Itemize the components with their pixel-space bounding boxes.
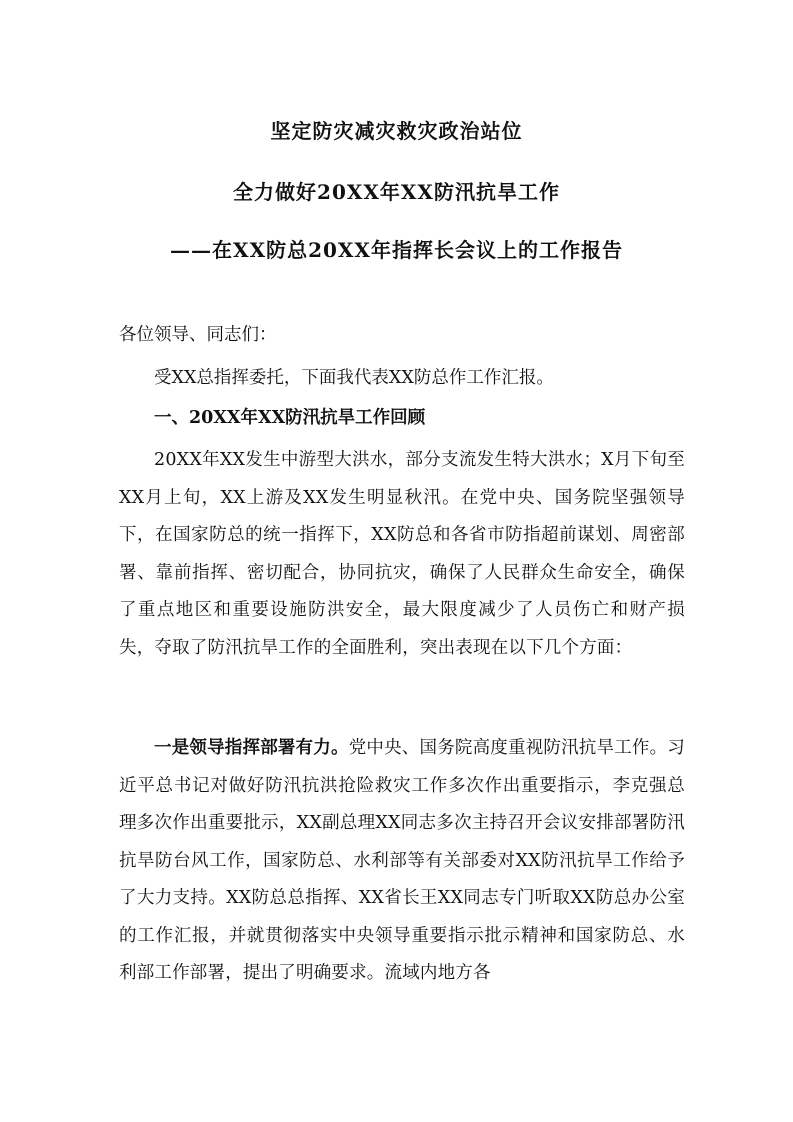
intro-paragraph: 受XX总指挥委托，下面我代表XX防总作工作汇报。: [154, 368, 554, 388]
section-heading-1: 一、20XX年XX防汛抗旱工作回顾: [154, 408, 426, 428]
salutation: 各位领导、同志们：: [119, 325, 277, 345]
paragraph-2: [119, 730, 685, 993]
title-line-1: 坚定防灾减灾救灾政治站位: [270, 119, 523, 143]
paragraph-2-lead: 一是领导指挥部署有力。: [154, 738, 349, 758]
title-line-3-subtitle: ——在XX防总20XX年指挥长会议上的工作报告: [170, 238, 623, 262]
paragraph-1: 20XX年XX发生中游型大洪水，部分支流发生特大洪水；X月下旬至XX月上旬，XX上游及XX发生明显秋汛。在党中央、国务院坚强领导下，在国家防总的统一指挥下，XX防总和各省市防指超前谋划、周密部署、靠前指挥、密切配合，协同抗灾，确保了人民群众生命安全，确保了重点地区和重要设施防洪安全，最大限度减少了人员伤亡和财产损失，夺取了防汛抗旱工作的全面胜利，突出表现在以下几个方面：: [119, 450, 685, 658]
title-line-2: 全力做好20XX年XX防汛抗旱工作: [233, 180, 560, 204]
paragraph-2-body: 党中央、国务院高度重视防汛抗旱工作。习近平总书记对做好防汛抗洪抢险救灾工作多次作出重要指示，李克强总理多次作出重要批示，XX副总理XX同志多次主持召开会议安排部署防汛抗旱防台风工作，国家防总、水利部等有关部委对XX防汛抗旱工作给予了大力支持。XX防总总指挥、XX省长王XX同志专门听取XX防总办公室的工作汇报，并就贯彻落实中央领导重要指示批示精神和国家防总、水利部工作部署，提出了明确要求。流域内地方各: [119, 738, 686, 983]
